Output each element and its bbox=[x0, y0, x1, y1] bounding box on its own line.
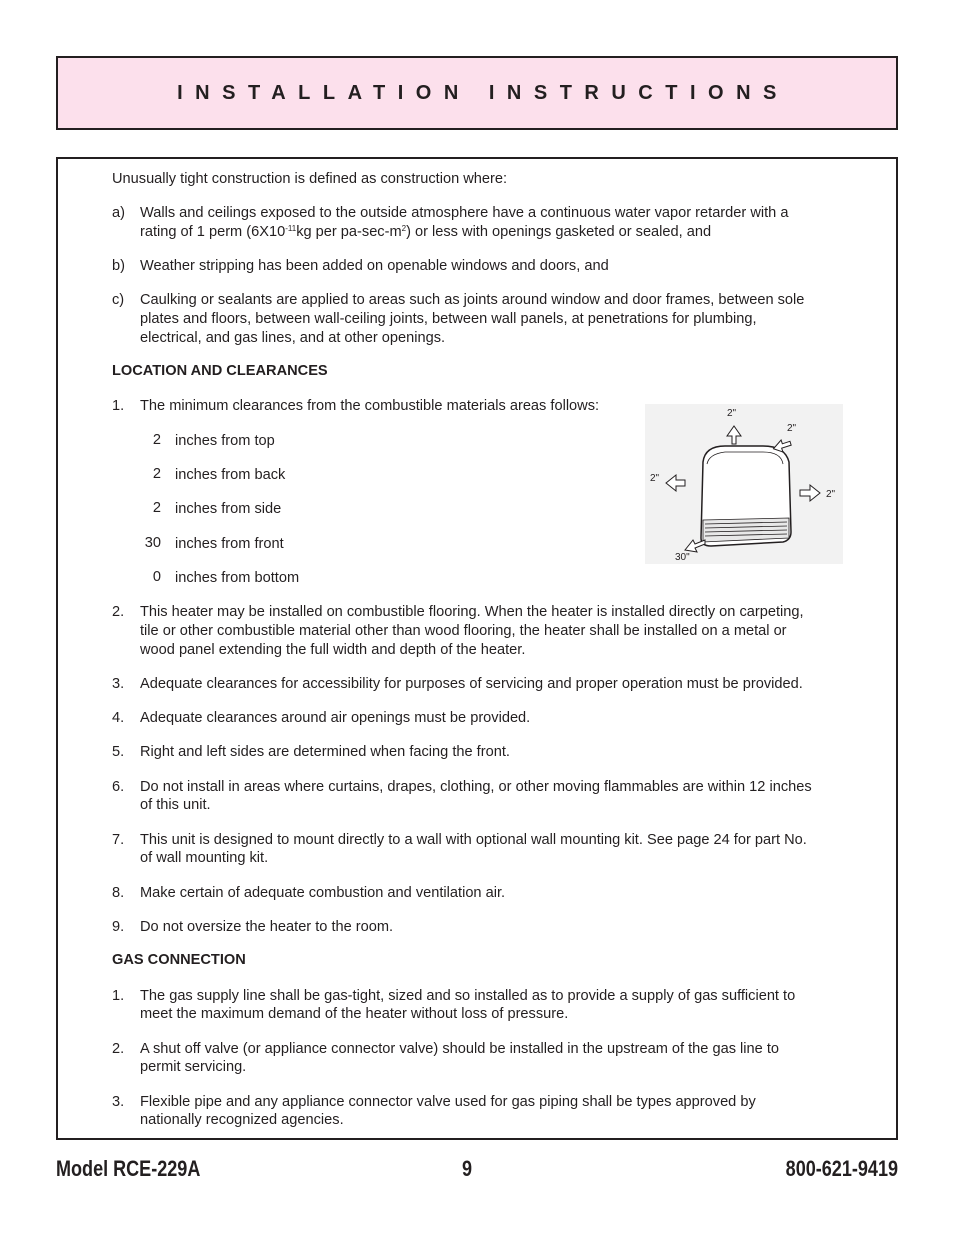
list-item-text: permit servicing. bbox=[140, 1059, 247, 1075]
list-item-text: The minimum clearances from the combustible materials areas follows: bbox=[140, 398, 600, 414]
list-marker: 4. bbox=[112, 710, 125, 726]
clearance-value: 30 bbox=[144, 535, 161, 551]
list-item-text: This unit is designed to mount directly to a wall with optional wall mounting kit. See page 24 for part No. bbox=[140, 832, 807, 848]
clearance-label: inches from side bbox=[175, 501, 282, 517]
clearance-label: inches from front bbox=[175, 536, 284, 552]
diagram-label-right: 2" bbox=[826, 489, 836, 500]
diagram-label-top: 2" bbox=[727, 408, 737, 419]
page-title: INSTALLATION INSTRUCTIONS bbox=[177, 81, 789, 104]
list-item-text: plates and floors, between wall-ceiling joints, between wall panels, at penetrations for plumbing, bbox=[140, 311, 757, 327]
clearance-value: 0 bbox=[152, 569, 161, 585]
list-item-text: of wall mounting kit. bbox=[140, 850, 269, 866]
clearance-value: 2 bbox=[152, 500, 161, 516]
heater-grille bbox=[703, 518, 789, 542]
list-item-text: Flexible pipe and any appliance connector valve used for gas piping shall be types approved by bbox=[140, 1094, 756, 1110]
clearance-value: 2 bbox=[152, 466, 161, 482]
list-marker: 5. bbox=[112, 744, 125, 760]
list-item-text: Make certain of adequate combustion and ventilation air. bbox=[140, 885, 506, 901]
list-marker: b) bbox=[112, 258, 125, 274]
section-heading: GAS CONNECTION bbox=[112, 952, 246, 968]
list-item-text: electrical, and gas lines, and at other openings. bbox=[140, 330, 446, 346]
list-marker: c) bbox=[112, 292, 125, 308]
list-item-text: Do not oversize the heater to the room. bbox=[140, 919, 394, 935]
list-item-text: Adequate clearances for accessibility for purposes of servicing and proper operation must be provided. bbox=[140, 676, 803, 692]
list-item-text: tile or other combustible material other than wood flooring, the heater shall be installed on a metal or bbox=[140, 623, 787, 639]
list-marker: 7. bbox=[112, 832, 125, 848]
list-marker: 2. bbox=[112, 1041, 125, 1057]
list-item-text: Adequate clearances around air openings must be provided. bbox=[140, 710, 531, 726]
list-marker: 1. bbox=[112, 988, 125, 1004]
list-marker: 2. bbox=[112, 604, 125, 620]
list-marker: a) bbox=[112, 205, 125, 221]
list-item-text: Right and left sides are determined when facing the front. bbox=[140, 744, 510, 760]
list-item-text: A shut off valve (or appliance connector valve) should be installed in the upstream of the gas line to bbox=[140, 1041, 779, 1057]
list-item-text: nationally recognized agencies. bbox=[140, 1112, 344, 1128]
section-heading: LOCATION AND CLEARANCES bbox=[112, 363, 328, 379]
list-marker: 6. bbox=[112, 779, 125, 795]
list-item-text: meet the maximum demand of the heater without loss of pressure. bbox=[140, 1006, 569, 1022]
footer-page-number: 9 bbox=[462, 1156, 473, 1181]
list-item-text: rating of 1 perm ($6X10^{-11}kg$ per $pa-\sec-m^2$) or less with openings gasketed or sealed, and bbox=[140, 224, 712, 240]
header-banner bbox=[56, 56, 898, 130]
clearance-label: inches from back bbox=[175, 467, 286, 483]
list-item-text: wood panel extending the full width and depth of the heater. bbox=[140, 642, 526, 658]
clearance-value: 2 bbox=[152, 432, 161, 448]
list-marker: 9. bbox=[112, 919, 125, 935]
list-item-text: Walls and ceilings exposed to the outside atmosphere have a continuous water vapor retarder with a bbox=[140, 205, 789, 221]
list-item-text: This heater may be installed on combustible flooring. When the heater is installed directly on carpeting, bbox=[140, 604, 804, 620]
heater-clearance-diagram bbox=[645, 404, 843, 564]
footer-model: Model RCE-229A bbox=[56, 1156, 201, 1181]
clearance-label: inches from top bbox=[175, 433, 275, 449]
list-item-text: Do not install in areas where curtains, drapes, clothing, or other moving flammables are within 12 inches bbox=[140, 779, 812, 795]
diagram-label-left: 2" bbox=[650, 473, 660, 484]
list-item-text: of this unit. bbox=[140, 797, 211, 813]
clearance-label: inches from bottom bbox=[175, 570, 300, 586]
list-marker: 1. bbox=[112, 398, 125, 414]
list-item-text: The gas supply line shall be gas-tight, sized and so installed as to provide a supply of gas sufficient to bbox=[140, 988, 796, 1004]
list-marker: 3. bbox=[112, 1094, 125, 1110]
intro-text: Unusually tight construction is defined as construction where: bbox=[112, 171, 508, 187]
diagram-label-back: 2" bbox=[787, 423, 797, 434]
footer-phone: 800-621-9419 bbox=[785, 1156, 898, 1181]
list-marker: 3. bbox=[112, 676, 125, 692]
list-item-text: Weather stripping has been added on openable windows and doors, and bbox=[140, 258, 609, 274]
list-item-text: Caulking or sealants are applied to areas such as joints around window and door frames, between sole bbox=[140, 292, 805, 308]
list-marker: 8. bbox=[112, 885, 125, 901]
diagram-label-front: 30" bbox=[675, 552, 690, 563]
